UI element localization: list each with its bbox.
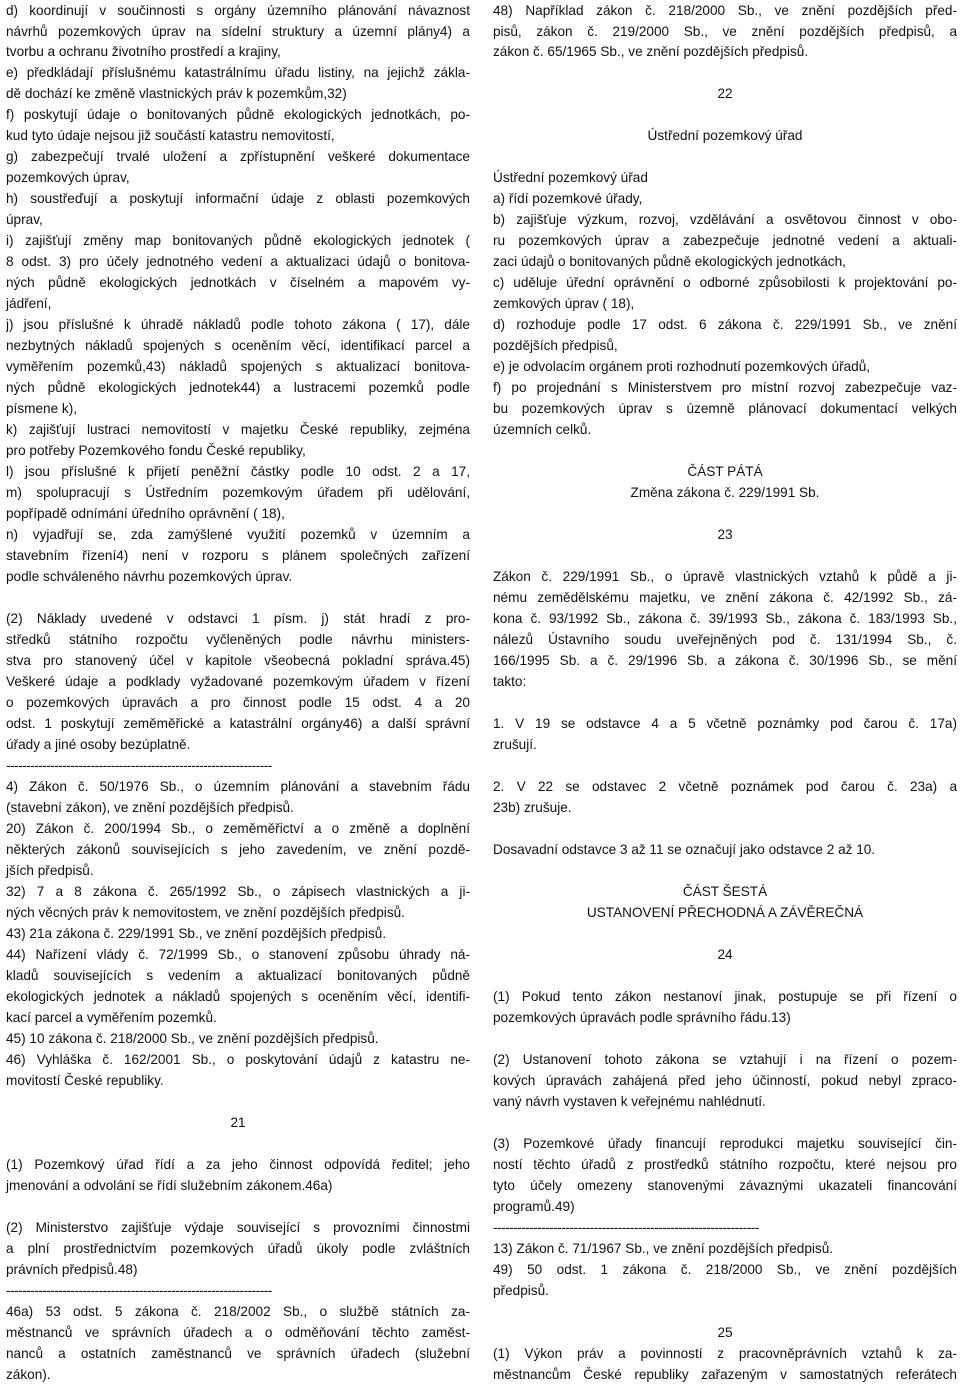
text-line: b) zajišťuje výzkum, rozvoj, vzdělávání a osvětovou činnost v obo- — [493, 212, 957, 227]
text-line: 23b) zrušuje. — [493, 800, 572, 815]
text-line: (2) Ustanovení tohoto zákona se vztahují i na řízení o pozem- — [493, 1052, 957, 1067]
section-heading: Změna zákona č. 229/1991 Sb. — [630, 485, 820, 500]
text-line: 44) Nařízení vlády č. 72/1999 Sb., o stanovení způsobu úhrady ná- — [6, 947, 470, 962]
text-line: písmene k), — [6, 401, 78, 416]
text-line: kud tyto údaje nejsou již součástí katastru nemovitostí, — [6, 128, 335, 143]
text-line: předpisů. — [493, 1283, 549, 1298]
text-line: návrhů pozemkových úprav na sídelní struktury a územní plány4) a — [6, 24, 470, 39]
text-line: zákon č. 65/1965 Sb., ve znění pozdějších předpisů. — [493, 44, 809, 59]
text-line: h) soustřeďují a poskytují informační údaje z oblasti pozemkových — [6, 191, 470, 206]
text-line: 1. V 19 se odstavce 4 a 5 včetně poznámky pod čarou č. 17a) — [493, 716, 957, 731]
section-heading: Ústřední pozemkový úřad — [647, 128, 803, 143]
text-line: pozemkových úpravách podle správního řádu.13) — [493, 1010, 791, 1025]
text-line: 43) 21a zákona č. 229/1991 Sb., ve znění pozdějších předpisů. — [6, 926, 387, 941]
text-line: tvorbu a ochranu životního prostředí a krajiny, — [6, 44, 281, 59]
text-line: městnancům České republiky zařazeným v samostatných referátech — [493, 1367, 957, 1382]
text-line: kladů souvisejících s vedením a aktualizací bonitovaných půdně — [6, 968, 470, 983]
text-line: 46) Vyhláška č. 162/2001 Sb., o poskytování údajů z katastru ne- — [6, 1052, 470, 1067]
text-line: jších předpisů. — [6, 863, 94, 878]
text-line: pisů, zákon č. 219/2000 Sb., ve znění pozdějších předpisů, a — [493, 24, 957, 39]
text-line: d) rozhoduje podle 17 odst. 6 zákona č. 229/1991 Sb., ve znění — [493, 317, 957, 332]
text-line: 49) 50 odst. 1 zákona č. 218/2000 Sb., ve znění pozdějších — [493, 1262, 957, 1277]
text-line: takto: — [493, 674, 527, 689]
text-line: kací parcel a vyměřením pozemků. — [6, 1010, 217, 1025]
text-line: movitostí České republiky. — [6, 1073, 164, 1088]
text-line: k) zajišťují lustraci nemovitostí v majetku České republiky, zejména — [6, 422, 470, 437]
text-line: kona č. 93/1992 Sb., zákona č. 39/1993 Sb., zákona č. 183/1993 Sb., — [493, 611, 957, 626]
text-line: nezbytných nákladů spojených s oceněním věcí, identifikací parcel a — [6, 338, 470, 353]
section-heading: 22 — [717, 86, 733, 101]
text-line: vaný návrh vystaven k veřejnému nahlédnutí. — [493, 1094, 766, 1109]
text-line: (2) Ministerstvo zajišťuje výdaje související s provozními činnostmi — [6, 1220, 470, 1235]
text-line: n) vyjadřují se, zda zamýšlené využití pozemků v územním a — [6, 527, 470, 542]
text-line: f) po projednání s Ministerstvem pro místní rozvoj zabezpečuje vaz- — [493, 380, 957, 395]
text-line: (1) Pokud tento zákon nestanoví jinak, postupuje se při řízení o — [493, 989, 957, 1004]
text-line: ných půdně ekologických jednotek44) a lustracemi pozemků podle — [6, 380, 470, 395]
text-line: (1) Pozemkový úřad řídí a za jeho činnost odpovídá ředitel; jeho — [6, 1157, 470, 1172]
text-line: ných věcných práv k nemovitostem, ve znění pozdějších předpisů. — [6, 905, 405, 920]
text-line: (1) Výkon práv a povinností z pracovněprávních vztahů k za- — [493, 1346, 957, 1361]
text-line: odst. 1 poskytují zeměměřické a katastrální orgány46) a další správní — [6, 716, 470, 731]
text-line: podle schváleného návrhu pozemkových úprav. — [6, 569, 293, 584]
text-line: nému zemědělskému majetku, ve znění zákona č. 42/1992 Sb., zá- — [493, 590, 957, 605]
text-line: a plní prostřednictvím pozemkových úřadů úkoly podle zvláštních — [6, 1241, 470, 1256]
text-line: městnanců ve správních úřadech a o odměňování těchto zaměst- — [6, 1325, 470, 1340]
section-heading: ČÁST ŠESTÁ — [682, 884, 768, 899]
footnote-separator: ------------------------------------------------------------------ — [6, 758, 272, 773]
text-line: 2. V 22 se odstavec 2 včetně poznámek pod čarou č. 23a) a — [493, 779, 957, 794]
text-line: pro potřeby Pozemkového fondu České republiky, — [6, 443, 306, 458]
text-line: ností těchto úřadů z prostředků státního rozpočtu, které nejsou pro — [493, 1157, 957, 1172]
text-line: jádření, — [6, 296, 52, 311]
text-line: programů.49) — [493, 1199, 575, 1214]
text-line: některých zákonů souvisejících s jeho zavedením, ve znění pozdě- — [6, 842, 470, 857]
text-line: Ústřední pozemkový úřad — [493, 170, 648, 185]
text-line: zrušují. — [493, 737, 537, 752]
text-line: Veškeré údaje a podklady vyžadované pozemkovým úřadem v řízení — [6, 674, 470, 689]
section-heading: USTANOVENÍ PŘECHODNÁ A ZÁVĚREČNÁ — [586, 905, 864, 920]
text-line: j) jsou příslušné k úhradě nákladů podle tohoto zákona ( 17), dále — [6, 317, 470, 332]
text-line: o pozemkových úpravách a pro činnost podle 15 odst. 4 a 20 — [6, 695, 470, 710]
section-heading: ČÁST PÁTÁ — [687, 464, 763, 479]
text-line: právních předpisů.48) — [6, 1262, 138, 1277]
section-heading: 24 — [717, 947, 733, 962]
text-line: Dosavadní odstavce 3 až 11 se označují jako odstavce 2 až 10. — [493, 842, 876, 857]
text-line: tyto účely omezeny stanovenými závaznými ukazateli financování — [493, 1178, 957, 1193]
text-line: zaci údajů o bonitovaných půdně ekologických jednotkách, — [493, 254, 846, 269]
text-line: úřady a jiné osoby bezúplatně. — [6, 737, 191, 752]
text-line: a) řídí pozemkové úřady, — [493, 191, 643, 206]
text-line: Zákon č. 229/1991 Sb., o úpravě vlastnických vztahů k půdě a ji- — [493, 569, 957, 584]
text-line: dě dochází ke změně vlastnických práv k pozemkům,32) — [6, 86, 347, 101]
text-line: územních celků. — [493, 422, 592, 437]
text-line: (2) Náklady uvedené v odstavci 1 písm. j) stát hradí z pro- — [6, 611, 470, 626]
text-line: středků státního rozpočtu vyčleněných podle návrhu ministers- — [6, 632, 470, 647]
text-line: ru pozemkových úprav a zabezpečuje jednotné vedení a aktuali- — [493, 233, 957, 248]
footnote-separator: ------------------------------------------------------------------ — [6, 1283, 272, 1298]
text-line: vyměřením pozemků,43) nákladů spojených s aktualizací bonitova- — [6, 359, 470, 374]
text-line: stavebním řízení4) není v rozporu s plánem společných zařízení — [6, 548, 470, 563]
text-line: popřípadě odnímání úředního oprávnění ( 18), — [6, 506, 285, 521]
text-line: zákon). — [6, 1367, 51, 1382]
text-line: f) poskytují údaje o bonitovaných půdně ekologických jednotkách, po- — [6, 107, 470, 122]
text-line: (3) Pozemkové úřady financují reprodukci majetku související čin- — [493, 1136, 957, 1151]
text-line: g) zabezpečují trvalé uložení a zpřístupnění veškeré dokumentace — [6, 149, 470, 164]
text-line: 46a) 53 odst. 5 zákona č. 218/2002 Sb., o službě státních za- — [6, 1304, 470, 1319]
text-line: bu pozemkových úprav s územně plánovací dokumentací velkých — [493, 401, 957, 416]
section-heading: 21 — [230, 1115, 246, 1130]
text-line: nanců a ostatních zaměstnanců ve správních úřadech (služební — [6, 1346, 470, 1361]
text-line: i) zajišťují změny map bonitovaných půdně ekologických jednotek ( — [6, 233, 470, 248]
text-line: 48) Například zákon č. 218/2000 Sb., ve znění pozdějších před- — [493, 3, 957, 18]
text-line: pozemkových úprav, — [6, 170, 130, 185]
text-line: e) je odvolacím orgánem proti rozhodnutí pozemkových úřadů, — [493, 359, 871, 374]
text-line: m) spolupracují s Ústředním pozemkovým úřadem při udělování, — [6, 485, 470, 500]
text-line: (stavební zákon), ve znění pozdějších předpisů. — [6, 800, 294, 815]
text-line: c) uděluje úřední oprávnění o odborné způsobilosti k projektování po- — [493, 275, 957, 290]
section-heading: 23 — [717, 527, 733, 542]
text-line: 13) Zákon č. 71/1967 Sb., ve znění pozdějších předpisů. — [493, 1241, 834, 1256]
text-line: e) předkládají příslušnému katastrálnímu úřadu listiny, na jejichž zákla- — [6, 65, 470, 80]
text-line: 20) Zákon č. 200/1994 Sb., o zeměměřictví a o změně a doplnění — [6, 821, 470, 836]
text-line: kových úpravách zahájená před jeho účinností, pokud nebyl zpraco- — [493, 1073, 957, 1088]
text-line: stva pro stanovený účel v kapitole všeobecná pokladní správa.45) — [6, 653, 470, 668]
text-line: zemkových úprav ( 18), — [493, 296, 635, 311]
text-line: nálezů Ústavního soudu uveřejněných pod č. 131/1994 Sb., č. — [493, 632, 957, 647]
text-line: d) koordinují v součinnosti s orgány územního plánování návaznost — [6, 3, 470, 18]
text-line: úprav, — [6, 212, 43, 227]
text-line: jmenování a odvolání se řídí služebním zákonem.46a) — [6, 1178, 333, 1193]
text-line: 45) 10 zákona č. 218/2000 Sb., ve znění pozdějších předpisů. — [6, 1031, 379, 1046]
footnote-separator: ------------------------------------------------------------------ — [493, 1220, 759, 1235]
text-line: 4) Zákon č. 50/1976 Sb., o územním plánování a stavebním řádu — [6, 779, 470, 794]
text-line: 8 odst. 3) pro účely jednotného vedení a aktualizaci údajů o bonitova- — [6, 254, 470, 269]
text-line: 166/1995 Sb. a č. 29/1996 Sb. a zákona č. 30/1996 Sb., se mění — [493, 653, 957, 668]
text-line: ekologických jednotek a nákladů spojených s oceněním věcí, identifi- — [6, 989, 470, 1004]
text-line: 32) 7 a 8 zákona č. 265/1992 Sb., o zápisech vlastnických a ji- — [6, 884, 470, 899]
text-line: pozdějších předpisů, — [493, 338, 618, 353]
text-line: ných půdně ekologických jednotkách v číselném a mapovém vy- — [6, 275, 470, 290]
section-heading: 25 — [717, 1325, 733, 1340]
text-line: l) jsou příslušné k přijetí peněžní částky podle 10 odst. 2 a 17, — [6, 464, 470, 479]
